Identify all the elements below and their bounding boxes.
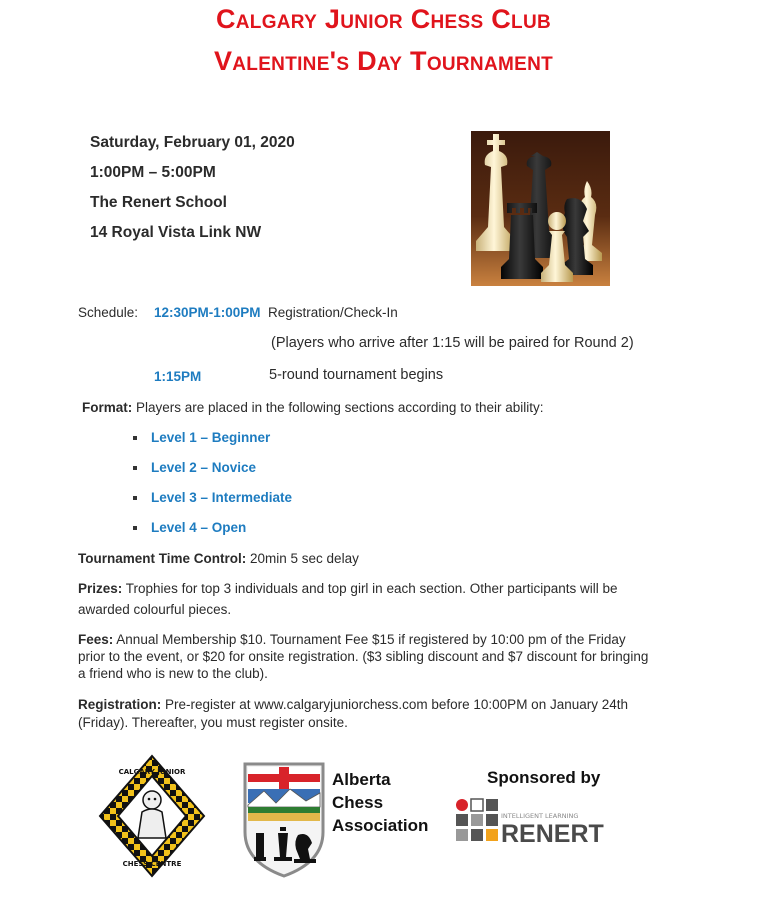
level-label: Level 4 – Open <box>151 520 247 535</box>
fees-paragraph <box>78 631 653 682</box>
bullet-icon <box>133 466 137 470</box>
club-logo-bottom-text: CHESS CENTRE <box>122 860 182 868</box>
calgary-junior-chess-logo <box>98 754 206 878</box>
registration-label: Registration: <box>78 697 162 712</box>
prizes-paragraph <box>78 578 638 620</box>
event-time: 1:00PM – 5:00PM <box>90 164 216 181</box>
level-label: Level 1 – Beginner <box>151 430 271 445</box>
time-control-label: Tournament Time Control: <box>78 551 247 566</box>
bullet-icon <box>133 436 137 440</box>
prizes-text: Trophies for top 3 individuals and top girl in each section. Other participants will be awarded colourful pieces. <box>78 581 618 617</box>
bullet-icon <box>133 496 137 500</box>
fees-label: Fees: <box>78 632 114 647</box>
title-line-1: Calgary Junior Chess Club <box>215 4 552 34</box>
aca-name-line-3: Association <box>332 816 429 835</box>
format-label: Format: <box>82 400 133 415</box>
sponsored-by-label: Sponsored by <box>487 768 601 787</box>
time-control-text: 20min 5 sec delay <box>250 551 359 566</box>
level-label: Level 2 – Novice <box>151 460 257 475</box>
level-item <box>133 490 292 505</box>
level-label: Level 3 – Intermediate <box>151 490 293 505</box>
registration-text: Pre-register at www.calgaryjuniorchess.com before 10:00PM on January 24th (Friday). Thereafter, you must register onsite. <box>78 697 629 730</box>
renert-logo <box>455 798 620 848</box>
chess-pieces-photo <box>471 131 610 286</box>
format-paragraph <box>82 397 543 418</box>
event-venue: The Renert School <box>90 194 227 211</box>
renert-tagline: INTELLIGENT LEARNING <box>501 812 579 820</box>
format-text: Players are placed in the following sections according to their ability: <box>136 400 544 415</box>
schedule-slot2-desc: 5-round tournament begins <box>269 367 444 383</box>
level-item <box>133 460 256 475</box>
aca-name-line-2: Chess <box>332 793 384 812</box>
aca-shield-logo <box>242 761 326 879</box>
time-control-paragraph <box>78 548 359 569</box>
title-line-2: Valentine's Day Tournament <box>213 46 554 76</box>
aca-name-line-1: Alberta <box>332 770 391 789</box>
bullet-icon <box>133 526 137 530</box>
event-date: Saturday, February 01, 2020 <box>90 134 295 151</box>
event-address: 14 Royal Vista Link NW <box>90 224 262 241</box>
prizes-label: Prizes: <box>78 581 123 596</box>
registration-paragraph <box>78 696 638 732</box>
schedule-slot1-time: 12:30PM-1:00PM <box>154 305 261 320</box>
level-item <box>133 430 270 445</box>
schedule-label: Schedule: <box>78 305 139 320</box>
schedule-slot2-time: 1:15PM <box>154 369 202 384</box>
fees-text: Annual Membership $10. Tournament Fee $15 if registered by 10:00 pm of the Friday prior to the event, or $20 for onsite registration. ($3 sibling discount and $7 discount for bringing a friend who is new to the club). <box>78 632 649 681</box>
renert-name: RENERT <box>501 820 604 848</box>
schedule-slot1-desc: Registration/Check-In <box>268 305 398 320</box>
level-item <box>133 520 246 535</box>
schedule-slot1-note: (Players who arrive after 1:15 will be paired for Round 2) <box>271 335 634 351</box>
club-logo-top-text: CALGARY JUNIOR <box>118 768 186 776</box>
